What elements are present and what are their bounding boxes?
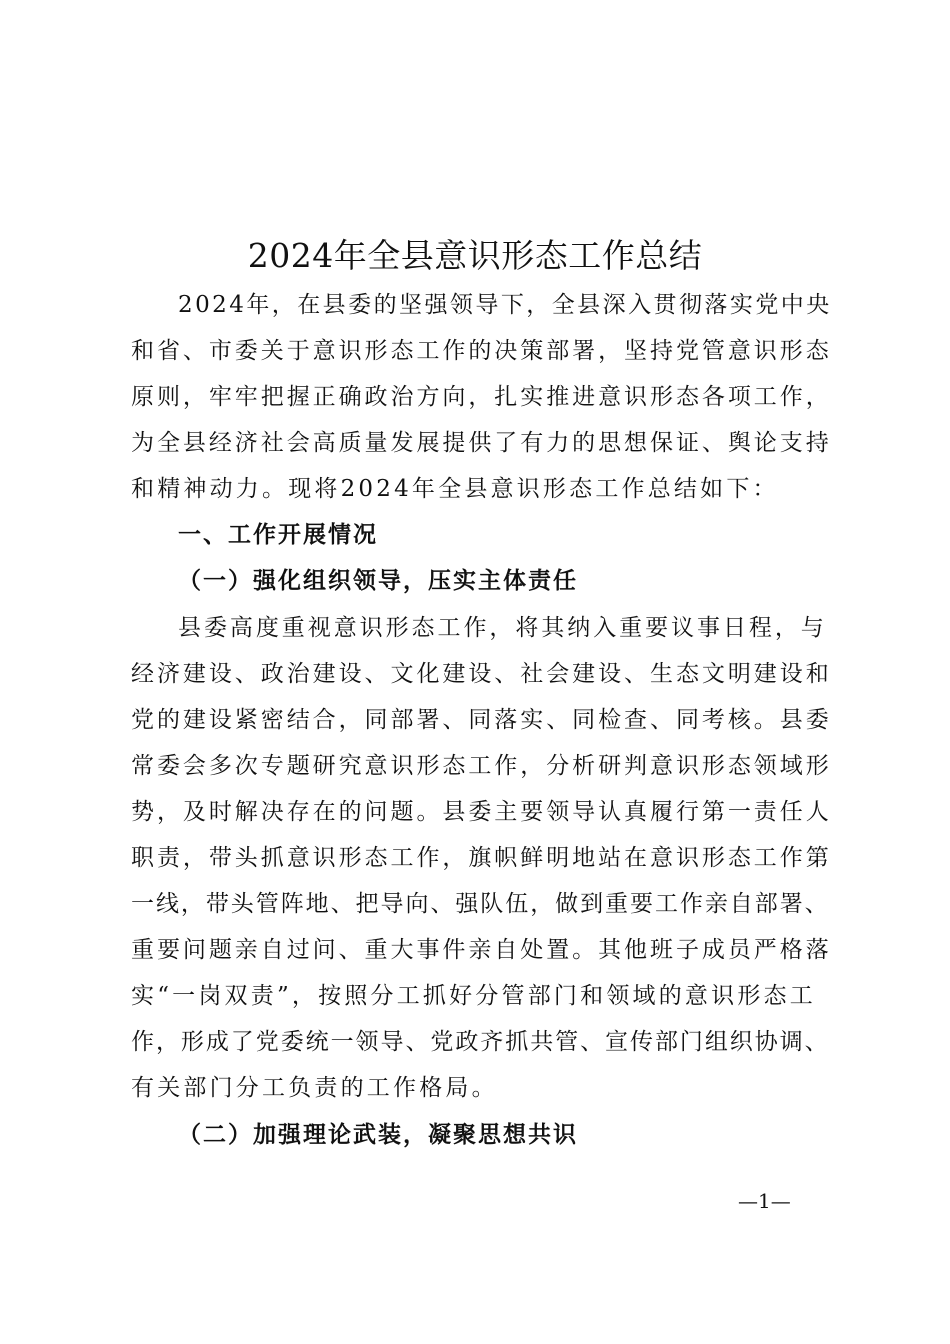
body-line: 势，及时解决存在的问题。县委主要领导认真履行第一责任人 [131,799,832,825]
body-line: 一线，带头管阵地、把导向、强队伍，做到重要工作亲自部署、 [131,891,830,917]
body-line: 职责，带头抓意识形态工作，旗帜鲜明地站在意识形态工作第 [131,845,832,871]
subsection-heading: （一）强化组织领导，压实主体责任 [178,567,578,594]
body-line: 县委高度重视意识形态工作，将其纳入重要议事日程，与 [178,615,827,641]
body-line: 有关部门分工负责的工作格局。 [131,1075,498,1101]
body-line: 作，形成了党委统一领导、党政齐抓共管、宣传部门组织协调、 [131,1029,830,1055]
document-title: 2024年全县意识形态工作总结 [247,236,703,275]
intro-line: 2024年，在县委的坚强领导下，全县深入贯彻落实党中央 [178,292,832,318]
subsection-heading: （二）加强理论武装，凝聚思想共识 [178,1121,578,1148]
page-number: —1— [738,1189,791,1213]
body-line: 重要问题亲自过问、重大事件亲自处置。其他班子成员严格落 [131,937,832,963]
intro-line: 原则，牢牢把握正确政治方向，扎实推进意识形态各项工作， [131,384,832,410]
section-heading: 一、工作开展情况 [178,522,378,548]
intro-line: 和省、市委关于意识形态工作的决策部署，坚持党管意识形态 [131,338,832,364]
intro-line: 和精神动力。现将2024年全县意识形态工作总结如下： [131,476,779,502]
body-line: 党的建设紧密结合，同部署、同落实、同检查、同考核。县委 [131,707,832,733]
intro-line: 为全县经济社会高质量发展提供了有力的思想保证、舆论支持 [131,430,832,456]
body-line: 实“一岗双责”，按照分工抓好分管部门和领域的意识形态工 [131,983,816,1009]
body-line: 经济建设、政治建设、文化建设、社会建设、生态文明建设和 [131,661,832,687]
body-line: 常委会多次专题研究意识形态工作，分析研判意识形态领域形 [131,753,832,779]
